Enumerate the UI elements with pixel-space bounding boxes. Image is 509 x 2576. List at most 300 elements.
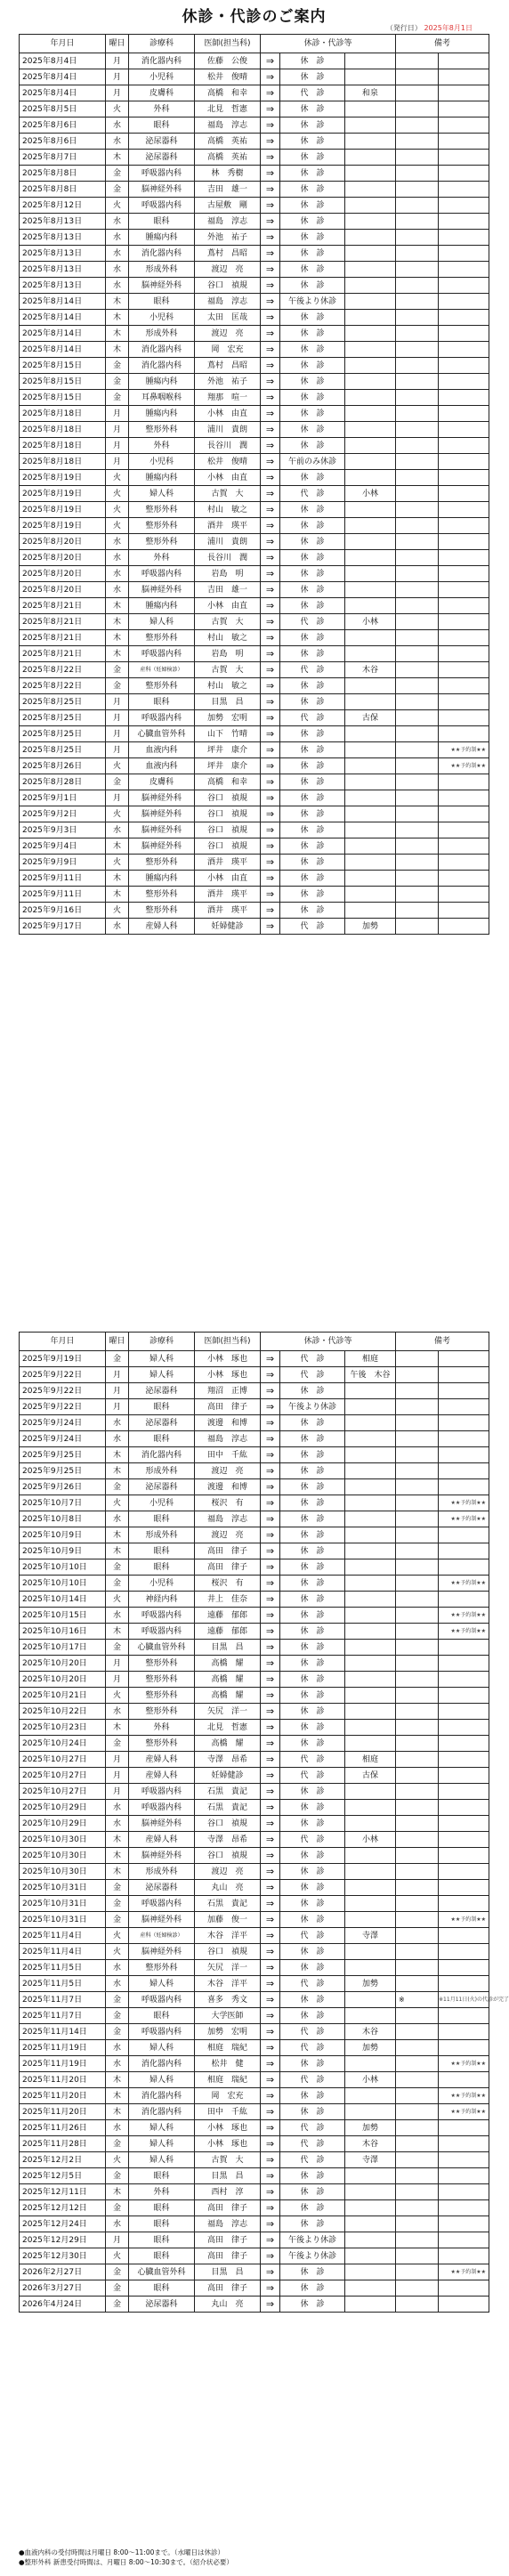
- substitute-cell: [345, 742, 396, 758]
- arrow-cell: ⇒: [261, 662, 280, 678]
- date-cell: 2025年10月16日: [20, 1624, 106, 1640]
- arrow-cell: ⇒: [261, 390, 280, 406]
- date-cell: 2025年8月20日: [20, 566, 106, 582]
- status-cell: 休 診: [280, 822, 345, 838]
- schedule-table-1: [19, 34, 489, 935]
- doctor-cell: 目黒 昌: [195, 2168, 261, 2184]
- table-row: [20, 774, 489, 790]
- date-cell: 2025年12月12日: [20, 2200, 106, 2216]
- department-cell: 形成外科: [129, 1463, 195, 1479]
- note-cell: [396, 678, 439, 694]
- weekday-cell: 火: [106, 502, 129, 518]
- doctor-cell: 石黒 貴記: [195, 1800, 261, 1816]
- status-cell: 休 診: [280, 438, 345, 454]
- weekday-cell: 水: [106, 134, 129, 150]
- weekday-cell: 金: [106, 1576, 129, 1592]
- date-cell: 2025年10月31日: [20, 1896, 106, 1912]
- weekday-cell: 金: [106, 1736, 129, 1752]
- date-cell: 2025年8月25日: [20, 694, 106, 710]
- department-cell: 腫瘍内科: [129, 470, 195, 486]
- arrow-cell: ⇒: [261, 246, 280, 262]
- date-cell: 2025年8月19日: [20, 518, 106, 534]
- note-cell: [396, 871, 439, 887]
- arrow-cell: ⇒: [261, 1768, 280, 1784]
- table-row: [20, 1367, 489, 1383]
- arrow-cell: ⇒: [261, 887, 280, 903]
- note-cell: [396, 278, 439, 294]
- remarks-cell: ※11月11日(火)の代診が完了: [439, 1992, 489, 2008]
- status-cell: 休 診: [280, 518, 345, 534]
- table-row: [20, 806, 489, 822]
- department-cell: 眼科: [129, 694, 195, 710]
- substitute-cell: [345, 182, 396, 198]
- department-cell: 婦人科: [129, 1976, 195, 1992]
- doctor-cell: 小林 由直: [195, 470, 261, 486]
- table-row: [20, 374, 489, 390]
- doctor-cell: 木谷 洋平: [195, 1976, 261, 1992]
- doctor-cell: 谷口 禎規: [195, 278, 261, 294]
- table-row: [20, 486, 489, 502]
- note-cell: [396, 454, 439, 470]
- status-cell: 代 診: [280, 1768, 345, 1784]
- note-cell: [396, 1559, 439, 1576]
- table-row: [20, 726, 489, 742]
- weekday-cell: 月: [106, 726, 129, 742]
- table-row: [20, 1832, 489, 1848]
- department-cell: 呼吸器内科: [129, 566, 195, 582]
- note-cell: [396, 582, 439, 598]
- arrow-cell: ⇒: [261, 69, 280, 85]
- note-cell: [396, 1592, 439, 1608]
- table-header-row: [20, 35, 489, 53]
- department-cell: 整形外科: [129, 630, 195, 646]
- substitute-cell: 小林: [345, 1832, 396, 1848]
- remarks-cell: [439, 1479, 489, 1495]
- date-cell: 2025年11月4日: [20, 1944, 106, 1960]
- weekday-cell: 金: [106, 2024, 129, 2040]
- table-row: [20, 646, 489, 662]
- arrow-cell: ⇒: [261, 214, 280, 230]
- remarks-cell: ★★予約制★★: [439, 2104, 489, 2120]
- substitute-cell: [345, 1511, 396, 1527]
- substitute-cell: [345, 726, 396, 742]
- arrow-cell: ⇒: [261, 1784, 280, 1800]
- weekday-cell: 火: [106, 470, 129, 486]
- doctor-cell: 酒井 瑛平: [195, 887, 261, 903]
- table-row: [20, 2024, 489, 2040]
- department-cell: 婦人科: [129, 2152, 195, 2168]
- note-cell: [396, 101, 439, 117]
- remarks-cell: [439, 1367, 489, 1383]
- substitute-cell: [345, 358, 396, 374]
- date-cell: 2025年11月28日: [20, 2136, 106, 2152]
- weekday-cell: 木: [106, 1848, 129, 1864]
- doctor-cell: 長谷川 潤: [195, 438, 261, 454]
- arrow-cell: ⇒: [261, 150, 280, 166]
- weekday-cell: 金: [106, 662, 129, 678]
- date-cell: 2025年8月18日: [20, 438, 106, 454]
- table-row: [20, 2120, 489, 2136]
- status-cell: 休 診: [280, 262, 345, 278]
- remarks-cell: [439, 150, 489, 166]
- table-row: [20, 294, 489, 310]
- table-row: [20, 390, 489, 406]
- weekday-cell: 火: [106, 1592, 129, 1608]
- date-cell: 2025年11月19日: [20, 2040, 106, 2056]
- substitute-cell: [345, 2216, 396, 2232]
- doctor-cell: 高橋 英祐: [195, 134, 261, 150]
- remarks-cell: [439, 2024, 489, 2040]
- note-cell: [396, 710, 439, 726]
- substitute-cell: [345, 518, 396, 534]
- remarks-cell: [439, 2136, 489, 2152]
- doctor-cell: 西村 淳: [195, 2184, 261, 2200]
- table-row: [20, 1463, 489, 1479]
- table-row: [20, 2184, 489, 2200]
- table-row: [20, 1752, 489, 1768]
- status-cell: 休 診: [280, 390, 345, 406]
- date-cell: 2025年12月30日: [20, 2248, 106, 2264]
- department-cell: 産婦人科: [129, 919, 195, 935]
- remarks-cell: [439, 919, 489, 935]
- department-cell: 外科: [129, 1720, 195, 1736]
- substitute-cell: [345, 871, 396, 887]
- substitute-cell: [345, 566, 396, 582]
- weekday-cell: 金: [106, 2200, 129, 2216]
- note-cell: [396, 358, 439, 374]
- weekday-cell: 金: [106, 1880, 129, 1896]
- doctor-cell: 松井 俊晴: [195, 454, 261, 470]
- arrow-cell: ⇒: [261, 1511, 280, 1527]
- arrow-cell: ⇒: [261, 326, 280, 342]
- doctor-cell: 福島 淳志: [195, 1511, 261, 1527]
- doctor-cell: 谷口 禎規: [195, 806, 261, 822]
- doctor-cell: 岩島 明: [195, 566, 261, 582]
- weekday-cell: 木: [106, 326, 129, 342]
- status-cell: 休 診: [280, 2168, 345, 2184]
- table-row: [20, 1992, 489, 2008]
- date-cell: 2025年8月20日: [20, 534, 106, 550]
- doctor-cell: 佐藤 公俊: [195, 53, 261, 69]
- remarks-cell: [439, 1447, 489, 1463]
- status-cell: 休 診: [280, 1463, 345, 1479]
- doctor-cell: 外池 祐子: [195, 374, 261, 390]
- note-cell: [396, 614, 439, 630]
- remarks-cell: [439, 358, 489, 374]
- weekday-cell: 木: [106, 2104, 129, 2120]
- status-cell: 休 診: [280, 790, 345, 806]
- status-cell: 休 診: [280, 887, 345, 903]
- arrow-cell: ⇒: [261, 1640, 280, 1656]
- weekday-cell: 水: [106, 1704, 129, 1720]
- substitute-cell: [345, 774, 396, 790]
- weekday-cell: 金: [106, 1479, 129, 1495]
- department-cell: 泌尿器科: [129, 1383, 195, 1399]
- doctor-cell: 渡邊 和博: [195, 1415, 261, 1431]
- header-weekday: 曜日: [106, 1333, 129, 1351]
- note-cell: [396, 1960, 439, 1976]
- note-cell: [396, 69, 439, 85]
- arrow-cell: ⇒: [261, 2136, 280, 2152]
- status-cell: 休 診: [280, 1720, 345, 1736]
- date-cell: 2025年8月18日: [20, 454, 106, 470]
- note-cell: [396, 2216, 439, 2232]
- arrow-cell: ⇒: [261, 742, 280, 758]
- doctor-cell: 高田 律子: [195, 1559, 261, 1576]
- remarks-cell: [439, 486, 489, 502]
- arrow-cell: ⇒: [261, 1704, 280, 1720]
- arrow-cell: ⇒: [261, 518, 280, 534]
- doctor-cell: 吉田 雄一: [195, 582, 261, 598]
- status-cell: 休 診: [280, 2184, 345, 2200]
- remarks-cell: [439, 550, 489, 566]
- status-cell: 休 診: [280, 582, 345, 598]
- note-cell: [396, 166, 439, 182]
- note-cell: [396, 117, 439, 134]
- weekday-cell: 水: [106, 1960, 129, 1976]
- note-cell: [396, 903, 439, 919]
- note-cell: [396, 1896, 439, 1912]
- doctor-cell: 遠藤 郁郎: [195, 1608, 261, 1624]
- date-cell: 2025年11月20日: [20, 2072, 106, 2088]
- weekday-cell: 月: [106, 1399, 129, 1415]
- status-cell: 休 診: [280, 1431, 345, 1447]
- note-cell: [396, 1976, 439, 1992]
- department-cell: 婦人科: [129, 1351, 195, 1367]
- substitute-cell: [345, 326, 396, 342]
- arrow-cell: ⇒: [261, 1720, 280, 1736]
- substitute-cell: [345, 855, 396, 871]
- date-cell: 2025年11月20日: [20, 2104, 106, 2120]
- note-cell: [396, 2008, 439, 2024]
- remarks-cell: [439, 2200, 489, 2216]
- status-cell: 休 診: [280, 101, 345, 117]
- date-cell: 2025年9月25日: [20, 1447, 106, 1463]
- remarks-cell: [439, 1383, 489, 1399]
- table-row: [20, 1399, 489, 1415]
- department-cell: 泌尿器科: [129, 134, 195, 150]
- status-cell: 休 診: [280, 117, 345, 134]
- doctor-cell: 加勢 宏明: [195, 2024, 261, 2040]
- status-cell: 休 診: [280, 1656, 345, 1672]
- date-cell: 2025年12月29日: [20, 2232, 106, 2248]
- substitute-cell: [345, 903, 396, 919]
- department-cell: 小児科: [129, 1576, 195, 1592]
- date-cell: 2026年2月27日: [20, 2264, 106, 2280]
- weekday-cell: 水: [106, 1431, 129, 1447]
- weekday-cell: 月: [106, 438, 129, 454]
- note-cell: [396, 550, 439, 566]
- note-cell: [396, 214, 439, 230]
- status-cell: 休 診: [280, 182, 345, 198]
- table-row: [20, 1624, 489, 1640]
- doctor-cell: 坪井 康介: [195, 742, 261, 758]
- note-cell: [396, 1752, 439, 1768]
- date-cell: 2025年10月10日: [20, 1559, 106, 1576]
- weekday-cell: 水: [106, 230, 129, 246]
- date-cell: 2025年8月25日: [20, 710, 106, 726]
- weekday-cell: 月: [106, 790, 129, 806]
- status-cell: 休 診: [280, 2280, 345, 2297]
- arrow-cell: ⇒: [261, 678, 280, 694]
- substitute-cell: [345, 406, 396, 422]
- arrow-cell: ⇒: [261, 2040, 280, 2056]
- arrow-cell: ⇒: [261, 726, 280, 742]
- weekday-cell: 月: [106, 1752, 129, 1768]
- date-cell: 2025年9月22日: [20, 1399, 106, 1415]
- doctor-cell: 村山 敏之: [195, 630, 261, 646]
- table-row: [20, 1800, 489, 1816]
- department-cell: 脳神経外科: [129, 822, 195, 838]
- status-cell: 休 診: [280, 134, 345, 150]
- doctor-cell: 高橋 和幸: [195, 774, 261, 790]
- arrow-cell: ⇒: [261, 1543, 280, 1559]
- doctor-cell: 翔那 喧一: [195, 390, 261, 406]
- arrow-cell: ⇒: [261, 822, 280, 838]
- table-header-row: [20, 1333, 489, 1351]
- arrow-cell: ⇒: [261, 117, 280, 134]
- department-cell: 消化器内科: [129, 246, 195, 262]
- weekday-cell: 金: [106, 1640, 129, 1656]
- date-cell: 2025年10月23日: [20, 1720, 106, 1736]
- remarks-cell: [439, 1752, 489, 1768]
- remarks-cell: [439, 246, 489, 262]
- date-cell: 2025年9月4日: [20, 838, 106, 855]
- substitute-cell: 小林: [345, 614, 396, 630]
- arrow-cell: ⇒: [261, 758, 280, 774]
- table-row: [20, 1768, 489, 1784]
- arrow-cell: ⇒: [261, 2280, 280, 2297]
- remarks-cell: [439, 1415, 489, 1431]
- note-cell: [396, 2264, 439, 2280]
- note-cell: [396, 1367, 439, 1383]
- substitute-cell: [345, 198, 396, 214]
- arrow-cell: ⇒: [261, 134, 280, 150]
- substitute-cell: [345, 758, 396, 774]
- table-row: [20, 2040, 489, 2056]
- weekday-cell: 水: [106, 2216, 129, 2232]
- status-cell: 休 診: [280, 1992, 345, 2008]
- status-cell: 代 診: [280, 1367, 345, 1383]
- arrow-cell: ⇒: [261, 2024, 280, 2040]
- date-cell: 2025年8月15日: [20, 390, 106, 406]
- doctor-cell: 遠藤 郁郎: [195, 1624, 261, 1640]
- substitute-cell: 小林: [345, 486, 396, 502]
- table-row: [20, 1527, 489, 1543]
- arrow-cell: ⇒: [261, 166, 280, 182]
- table-row: [20, 566, 489, 582]
- arrow-cell: ⇒: [261, 1816, 280, 1832]
- arrow-cell: ⇒: [261, 1608, 280, 1624]
- department-cell: 産婦人科: [129, 1832, 195, 1848]
- note-cell: [396, 630, 439, 646]
- status-cell: 休 診: [280, 1543, 345, 1559]
- substitute-cell: [345, 1736, 396, 1752]
- doctor-cell: 谷口 禎規: [195, 1848, 261, 1864]
- weekday-cell: 火: [106, 903, 129, 919]
- remarks-cell: [439, 790, 489, 806]
- date-cell: 2025年8月18日: [20, 406, 106, 422]
- weekday-cell: 月: [106, 406, 129, 422]
- note-cell: [396, 1656, 439, 1672]
- doctor-cell: 谷口 禎規: [195, 838, 261, 855]
- department-cell: 泌尿器科: [129, 150, 195, 166]
- date-cell: 2025年8月20日: [20, 550, 106, 566]
- note-cell: [396, 262, 439, 278]
- substitute-cell: [345, 694, 396, 710]
- status-cell: 休 診: [280, 1784, 345, 1800]
- doctor-cell: 北見 哲憲: [195, 101, 261, 117]
- table-row: [20, 662, 489, 678]
- arrow-cell: ⇒: [261, 2232, 280, 2248]
- department-cell: 婦人科: [129, 1367, 195, 1383]
- header-status: 休診・代診等: [261, 1333, 396, 1351]
- note-cell: [396, 1431, 439, 1447]
- department-cell: 呼吸器内科: [129, 646, 195, 662]
- status-cell: 休 診: [280, 1912, 345, 1928]
- doctor-cell: 高田 律子: [195, 2248, 261, 2264]
- table-row: [20, 53, 489, 69]
- remarks-cell: ★★予約制★★: [439, 1624, 489, 1640]
- issue-date: [386, 23, 473, 33]
- doctor-cell: 吉田 雄一: [195, 182, 261, 198]
- substitute-cell: [345, 278, 396, 294]
- status-cell: 休 診: [280, 2216, 345, 2232]
- arrow-cell: ⇒: [261, 198, 280, 214]
- substitute-cell: 相庭: [345, 1351, 396, 1367]
- remarks-cell: [439, 69, 489, 85]
- table-row: [20, 2056, 489, 2072]
- substitute-cell: [345, 887, 396, 903]
- remarks-cell: [439, 822, 489, 838]
- note-cell: [396, 342, 439, 358]
- footnotes: [19, 2548, 489, 2567]
- date-cell: 2025年10月31日: [20, 1912, 106, 1928]
- table-row: [20, 342, 489, 358]
- department-cell: 脳神経外科: [129, 182, 195, 198]
- date-cell: 2025年9月17日: [20, 919, 106, 935]
- table-row: [20, 1543, 489, 1559]
- date-cell: 2025年8月14日: [20, 342, 106, 358]
- weekday-cell: 木: [106, 310, 129, 326]
- substitute-cell: [345, 806, 396, 822]
- table-row: [20, 1431, 489, 1447]
- date-cell: 2025年8月14日: [20, 326, 106, 342]
- department-cell: 呼吸器内科: [129, 1992, 195, 2008]
- status-cell: 休 診: [280, 1415, 345, 1431]
- schedule-table-2: [19, 1332, 509, 2313]
- doctor-cell: 翔沼 正博: [195, 1383, 261, 1399]
- remarks-cell: [439, 166, 489, 182]
- weekday-cell: 木: [106, 150, 129, 166]
- note-cell: [396, 1928, 439, 1944]
- substitute-cell: [345, 1672, 396, 1688]
- date-cell: 2025年10月29日: [20, 1816, 106, 1832]
- table-row: [20, 214, 489, 230]
- table-row: [20, 1576, 489, 1592]
- remarks-cell: ★★予約制★★: [439, 1495, 489, 1511]
- status-cell: 休 診: [280, 230, 345, 246]
- department-cell: 整形外科: [129, 855, 195, 871]
- department-cell: 脳神経外科: [129, 582, 195, 598]
- substitute-cell: [345, 598, 396, 614]
- department-cell: 整形外科: [129, 903, 195, 919]
- note-cell: [396, 1463, 439, 1479]
- status-cell: 休 診: [280, 278, 345, 294]
- department-cell: 脳神経外科: [129, 790, 195, 806]
- status-cell: 代 診: [280, 1976, 345, 1992]
- weekday-cell: 月: [106, 454, 129, 470]
